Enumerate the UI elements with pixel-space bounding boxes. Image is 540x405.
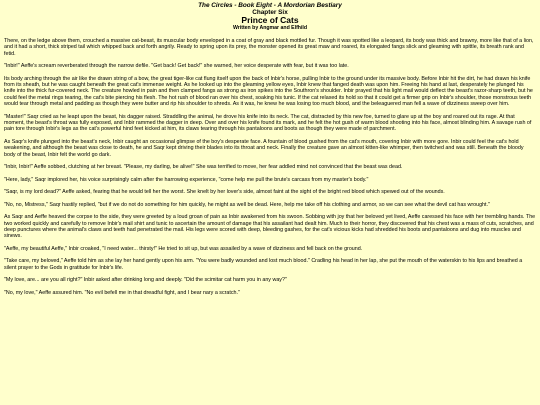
series-title: The Circles - Book Eight - A Mordorian Bestiary [198,2,342,9]
document-header [4,2,536,32]
story-body [4,38,536,296]
paragraph: As Saqr's knife plunged into the beast's neck, Inbir caught an occasional glimpse of the boy's desperate face. A fountain of blood gushed from the cat's mouth, covering Inbir with more gore. Inbir could feel the cat's hold weakening, and although the beast was close to death, he and Saqr kept driving their blades into its throat and neck. Finally the creature gave an almost kitten-like whimper, then twitched and was still. Beneath the bloody body of the beast, Inbir felt the world go dark. [4,138,524,158]
paragraph: There, on the ledge above them, crouched a massive cat-beast, its muscular body enveloped in a coat of gray and black mottled fur. Though it was spotted like a leopard, its body was thick and brawny, more like that of a lion, and it had a short, thick striped tail which whipped back and forth angrily. Ready to spring upon its prey, the monster opened its great maw and roared, its elongated fangs slick and gleaming with spittle, its breath rank and fetid. [4,38,534,57]
paragraph: "Saqr, is my lord dead?" Aeffe asked, fearing that he would tell her the worst. She knelt by her lover's side, almost faint at the sight of the bright red blood which spewed out of the wounds. [4,189,445,196]
paragraph: "Inbir!" Aeffe's scream reverberated through the narrow defile. "Get back! Get back!" she warned, her voice desperate with fear, but it was too late. [4,63,349,70]
paragraph: "Here, lady," Saqr implored her, his voice surprisingly calm after the harrowing experience, "come help me pull the brute's carcass from my master's body." [4,176,369,183]
paragraph: "Take care, my beloved," Aeffe told him as she lay her hand gently upon his arm. "You were badly wounded and lost much blood." Cradling his head in her lap, she put the mouth of the waterskin to his lips and breathed a silent prayer to the Gods in gratitude for Inbir's life. [4,258,523,271]
paragraph: "Master!" Saqr cried as he leapt upon the beast, his dagger raised. Straddling the animal, he drove his knife into its neck. The cat, distracted by this new foe, turned to glare up at the boy and roared out its rage. At that moment, the beast's throat was fully exposed, and Inbir rammed the dagger in deep. Over and over his knife found its mark, and he felt the hot gush of warm blood shooting into his face, almost blinding him. A savage rush of pain tore through Inbir's legs as the cat's powerful hind feet kicked at him, its claws tearing through his pantaloons and boots as though they were made of parchment. [4,113,532,133]
paragraph: Its body arching through the air like the drawn string of a bow, the great tiger-like cat flung itself upon the back of Inbir's horse, pulling Inbir to the ground under its massive body. Before Inbir hit the dirt, he had drawn his knife from its sheath, but he was caught beneath the great cat's immense weight. As he looked up into the gleaming yellow eyes, Inbir knew that fanged death was upon him. Freeing his hand at last, desperately he plunged his knife into the thick fur-covered neck. The creature howled in pain and then clamped fangs as strong as iron spikes into the Southron's shoulder. Inbir prayed that his light mail would deflect the beast's razor-sharp teeth, but he could feel the metal rings tearing, the cat's bite piercing his flesh. The hot rush of blood ran over his chest, soaking his tunic. If the cat relaxed its hold so that it could get a firmer grip on Inbir's shoulder, those monstrous teeth would tear through metal and padding as though they were butter and rip his shoulder to shreds. As it was, he knew he was losing too much blood, and the beleaguered man fell a wave of dizziness sweep over him. [4,75,533,108]
paragraph: As Saqr and Aeffe heaved the corpse to the side, they were greeted by a loud groan of pain as Inbir awakened from his swoon. Sobbing with joy that her beloved yet lived, Aeffe caressed his face with her trembling hands. The two worked quickly and carefully to remove Inbir's mail shirt and tunic to ascertain the amount of damage that his assailant had dealt him. Much to their horror, they discovered that his chest was a mass of cuts, scratches, and deep punctures where the animal's claws and teeth had penetrated the mail. His legs were scored with deep, bleeding gashes, for the cat's vicious kicks had shredded his boots and pantaloons and dug into muscles and sinews. [4,214,536,240]
paragraph: "My love, are... are you all right?" Inbir asked after drinking long and deeply. "Did the scimitar cat harm you in any way?" [4,277,287,284]
chapter-label: Chapter Six [252,9,288,16]
paragraph: "Inbir, Inbir!" Aeffe sobbed, clutching at her breast. "Please, my darling, be alive!" She was terrified to move, her fear addled mind not convinced that the beast was dead. [4,164,403,171]
chapter-title: Prince of Cats [241,15,299,25]
paragraph: "Aeffe, my beautiful Aeffe," Inbir croaked, "I need water... thirsty!" He tried to sit up, but was assailed by a wave of dizziness and fell back on the ground. [4,245,363,252]
paragraph: "No, my love," Aeffe assured him. "No evil befell me in that dreadful fight, and I bear nary a scratch." [4,289,240,296]
paragraph: "No, no, Mistress," Saqr hastily replied, "but if we do not do something for him quickly, he might as well be dead. Here, help me take off his clothing and armor, so we can see what the devil cat has wrought." [4,201,490,208]
byline: Written by Angmar and Elfhild [232,25,308,31]
